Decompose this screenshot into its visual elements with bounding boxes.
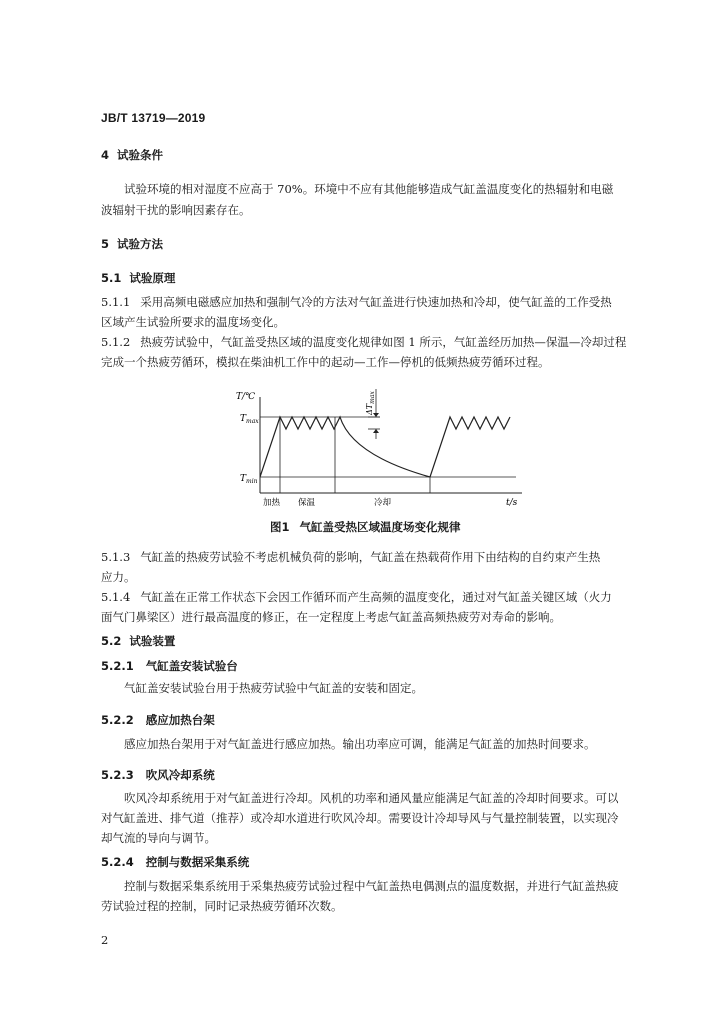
section-5-2-3-heading: 5.2.3 吹风冷却系统	[101, 768, 215, 782]
second-cycle-curve	[430, 417, 510, 477]
section-5-heading: 5 试验方法	[101, 237, 164, 251]
x-axis-label: t/s	[506, 498, 518, 508]
section-4-para-line2: 波辐射干扰的影响因素存在。	[101, 203, 251, 217]
section-5-2-2-para: 感应加热台架用于对气缸盖进行感应加热。输出功率应可调，能满足气缸盖的加热时间要求。	[124, 737, 596, 751]
clause-5-1-1-line1: 5.1.1 采用高频电磁感应加热和强制气冷的方法对气缸盖进行快速加热和冷却，使气缸盖的工作受热	[101, 295, 612, 309]
clause-number: 5.1.1	[101, 295, 131, 309]
clause-5-1-3-line2: 应力。	[101, 570, 136, 584]
phase-hold-label: 保温	[298, 498, 316, 508]
figure-1-temperature-diagram	[230, 385, 530, 510]
section-5-2-1-para: 气缸盖安装试验台用于热疲劳试验中气缸盖的安装和固定。	[124, 681, 423, 695]
clause-number: 5.1.4	[101, 590, 131, 604]
figure-1-caption: 图1 气缸盖受热区域温度场变化规律	[270, 520, 461, 534]
clause-5-1-3-line1: 5.1.3 气缸盖的热疲劳试验不考虑机械负荷的影响，气缸盖在热载荷作用下由结构的自约束产生热	[101, 550, 601, 564]
phase-heat-label: 加热	[263, 498, 281, 508]
delta-tmax-label: $\Delta T_{max}$	[365, 391, 376, 415]
section-5-2-1-heading: 5.2.1 气缸盖安装试验台	[101, 659, 238, 673]
tmin-label: $T_{min}$	[240, 474, 258, 485]
clause-number: 5.1.2	[101, 335, 131, 349]
section-5-1-heading: 5.1 试验原理	[101, 271, 176, 285]
section-5-2-3-line2: 对气缸盖进、排气道（推荐）或冷却水道进行吹风冷却。需要设计冷却导风与气量控制装置，以实现冷	[101, 811, 619, 825]
clause-5-1-1-line2: 区域产生试验所要求的温度场变化。	[101, 315, 285, 329]
section-5-2-3-line3: 却气流的导向与调节。	[101, 831, 216, 845]
clause-5-1-4-line1: 5.1.4 气缸盖在正常工作状态下会因工作循环而产生高频的温度变化，通过对气缸盖关键区域（火力	[101, 590, 612, 604]
delta-arrowhead-up	[373, 429, 379, 433]
clause-5-1-2-line2: 完成一个热疲劳循环，模拟在柴油机工作中的起动—工作—停机的低频热疲劳循环过程。	[101, 355, 550, 369]
page-number: 2	[101, 933, 109, 947]
section-4-heading: 4 试验条件	[101, 148, 164, 162]
phase-cool-label: 冷却	[374, 498, 392, 508]
clause-5-1-2-line1: 5.1.2 热疲劳试验中，气缸盖受热区域的温度变化规律如图 1 所示，气缸盖经历加热—保温—冷却过程	[101, 335, 627, 349]
section-5-2-3-line1: 吹风冷却系统用于对气缸盖进行冷却。风机的功率和通风量应能满足气缸盖的冷却时间要求。可以	[124, 791, 619, 805]
section-5-2-heading: 5.2 试验装置	[101, 634, 176, 648]
section-4-para-line1: 试验环境的相对湿度不应高于 70%。环境中不应有其他能够造成气缸盖温度变化的热辐射和电磁	[124, 182, 614, 196]
section-5-2-2-heading: 5.2.2 感应加热台架	[101, 713, 215, 727]
standard-number: JB/T 13719—2019	[101, 111, 206, 125]
section-5-2-4-heading: 5.2.4 控制与数据采集系统	[101, 855, 250, 869]
tmax-label: $T_{max}$	[240, 414, 259, 425]
section-5-2-4-line1: 控制与数据采集系统用于采集热疲劳试验过程中气缸盖热电偶测点的温度数据，并进行气缸盖热疲	[124, 879, 619, 893]
section-5-2-4-line2: 劳试验过程的控制，同时记录热疲劳循环次数。	[101, 899, 343, 913]
clause-number: 5.1.3	[101, 550, 131, 564]
y-axis-label: T/℃	[236, 392, 256, 402]
clause-5-1-4-line2: 面气门鼻梁区）进行最高温度的修正，在一定程度上考虑气缸盖高频热疲劳对寿命的影响。	[101, 610, 561, 624]
first-cycle-curve	[260, 417, 430, 477]
